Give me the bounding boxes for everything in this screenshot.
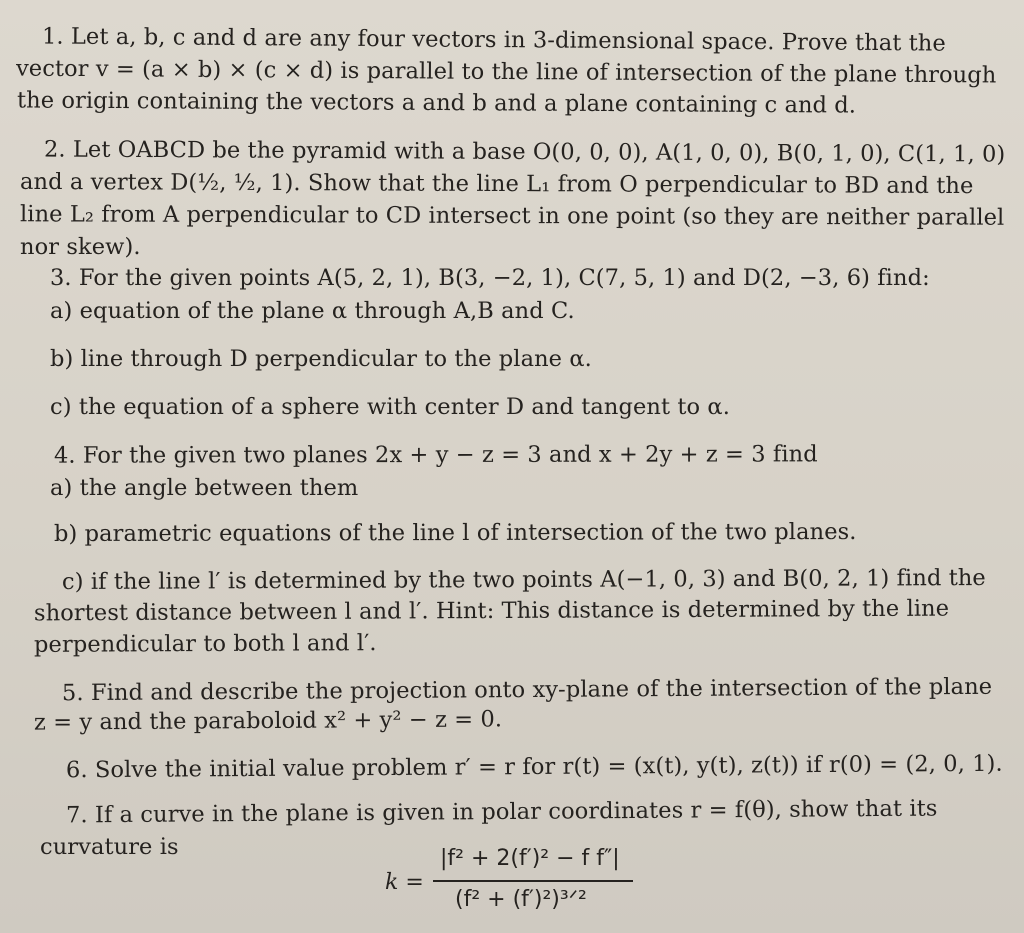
problem-3-part-b: b) line through D perpendicular to the plane α. <box>50 346 592 372</box>
problem-1-line-2: vector v = (a × b) × (c × d) is parallel to the line of intersection of the plane through <box>15 55 997 89</box>
problem-2-line-3: line L₂ from A perpendicular to CD intersect in one point (so they are neither parallel <box>19 201 1005 231</box>
problem-7-line-2: curvature is <box>40 834 179 860</box>
problem-4-part-c-line-3: perpendicular to both l and l′. <box>33 630 377 658</box>
problem-4-part-c-line-2: shortest distance between l and l′. Hint: This distance is determined by the line <box>33 595 950 627</box>
problem-3-part-c: c) the equation of a sphere with center D and tangent to α. <box>50 394 730 420</box>
problem-1-line-1: 1. Let a, b, c and d are any four vectors in 3-dimensional space. Prove that the <box>41 23 946 57</box>
problem-2-line-4: nor skew). <box>20 234 141 260</box>
problem-4-part-b: b) parametric equations of the line l of intersection of the two planes. <box>53 518 857 548</box>
problem-2-line-2: and a vertex D(½, ½, 1). Show that the line L₁ from O perpendicular to BD and the <box>19 168 974 200</box>
problem-3-part-a: a) equation of the plane α through A,B and C. <box>50 298 575 324</box>
problem-4-part-a: a) the angle between them <box>50 475 359 501</box>
problem-5-line-1: 5. Find and describe the projection onto xy-plane of the intersection of the plane <box>61 673 993 707</box>
problem-6-line-1: 6. Solve the initial value problem r′ = r for r(t) = (x(t), y(t), z(t)) if r(0) = (2, 0, 1). <box>65 750 1003 784</box>
problem-7-line-1: 7. If a curve in the plane is given in polar coordinates r = f(θ), show that its <box>65 795 938 829</box>
problem-1-line-3: the origin containing the vectors a and b and a plane containing c and d. <box>16 87 857 119</box>
problem-2-line-1: 2. Let OABCD be the pyramid with a base O(0, 0, 0), A(1, 0, 0), B(0, 1, 0), C(1, 1, 0) <box>43 136 1006 168</box>
formula-lhs: k = <box>385 870 424 895</box>
fraction-bar <box>433 880 633 882</box>
problem-4-part-c-line-1: c) if the line l′ is determined by the two points A(−1, 0, 3) and B(0, 2, 1) find the <box>61 564 986 596</box>
formula-numerator: |f² + 2(f′)² − f f″| <box>440 846 620 871</box>
problem-4-line-1: 4. For the given two planes 2x + y − z = 3 and x + 2y + z = 3 find <box>53 441 818 469</box>
formula-denominator: (f² + (f′)²)³ᐟ² <box>455 887 587 912</box>
problem-3-line-1: 3. For the given points A(5, 2, 1), B(3, −2, 1), C(7, 5, 1) and D(2, −3, 6) find: <box>50 265 930 291</box>
curvature-formula <box>385 842 705 922</box>
problem-5-line-2: z = y and the paraboloid x² + y² − z = 0. <box>33 706 503 736</box>
